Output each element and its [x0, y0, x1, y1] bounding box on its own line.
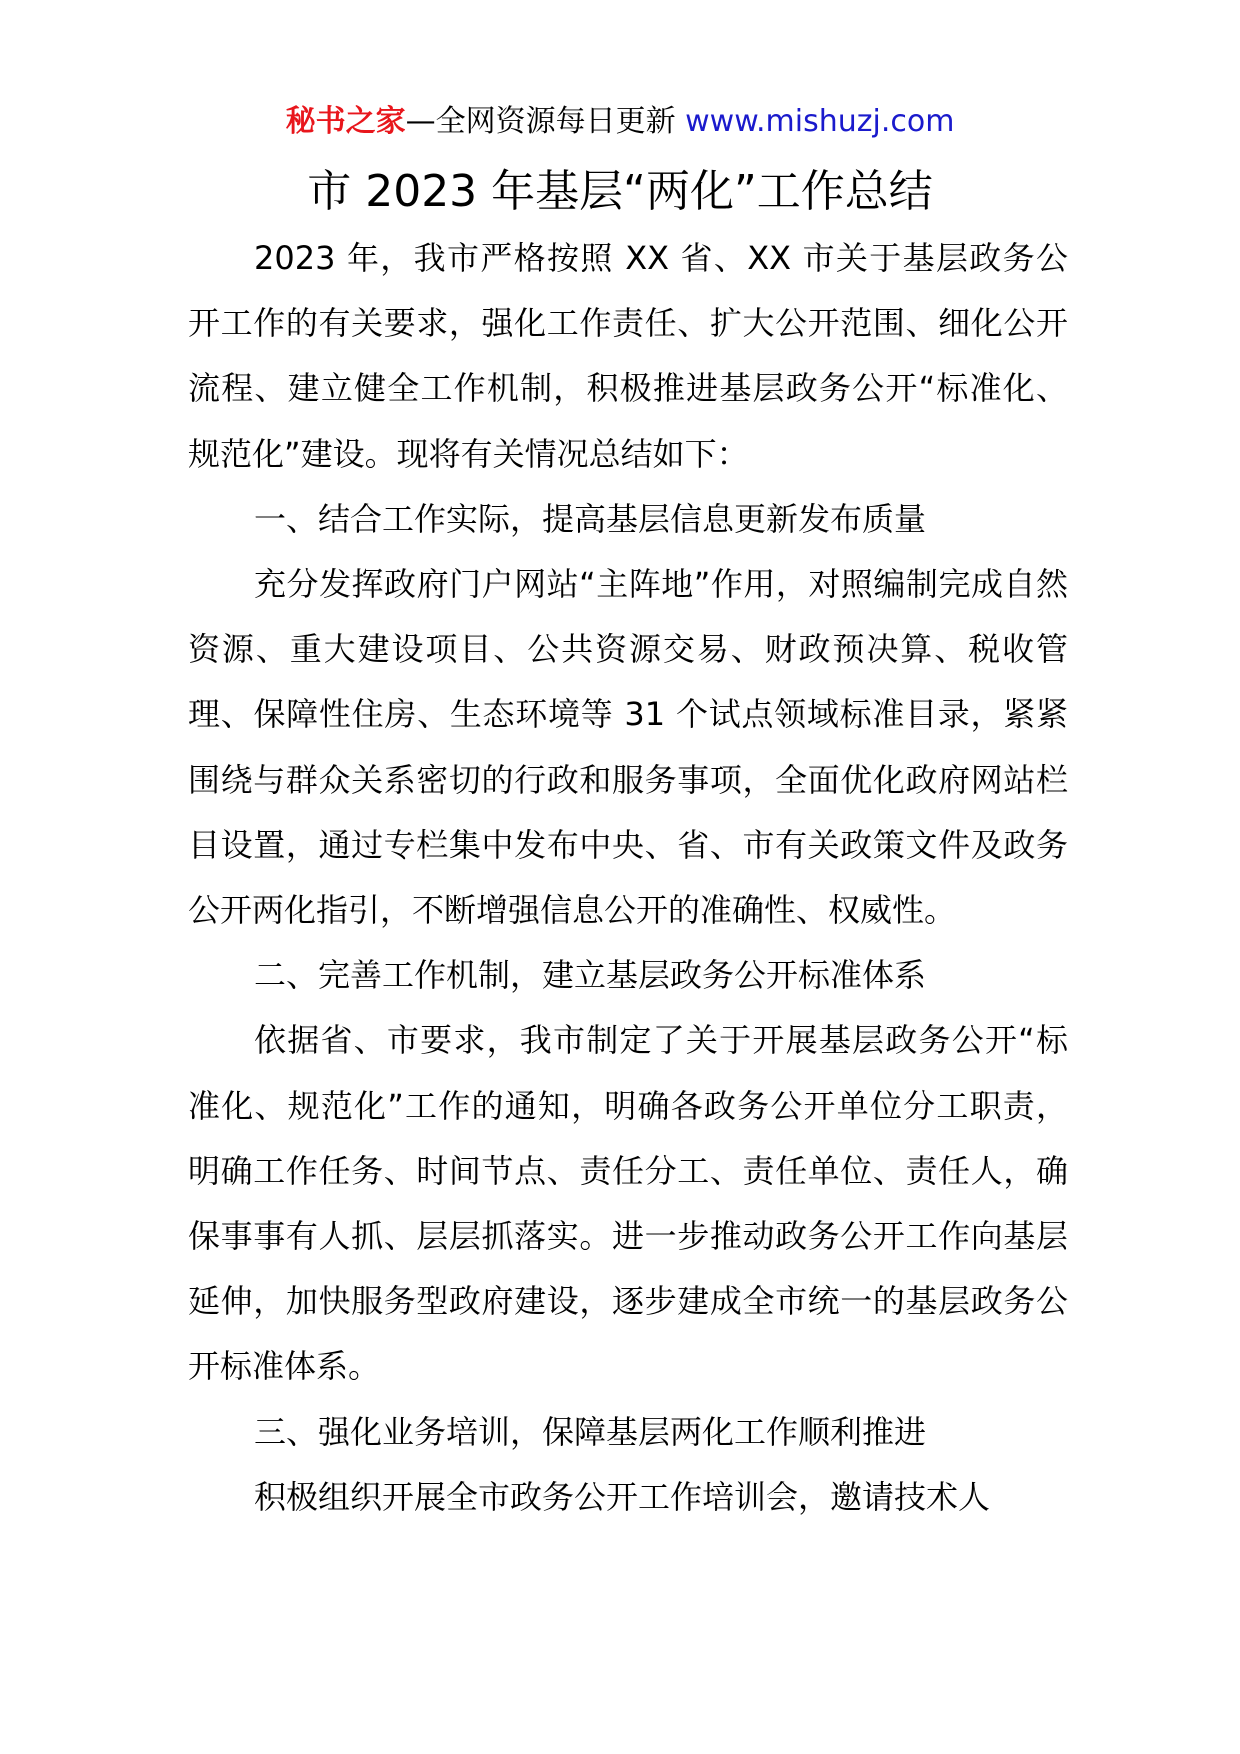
header-tagline: —全网资源每日更新: [405, 104, 676, 139]
document-title: 市 2023 年基层“两化”工作总结: [307, 166, 933, 217]
section-paragraph-2: 依据省、市要求，我市制定了关于开展基层政务公开“标准化、规范化”工作的通知，明确各政务公开单位分工职责，明确工作任务、时间节点、责任分工、责任单位、责任人，确保事事有人抓、层层抓落实。进一步推动政务公开工作向基层延伸，加快服务型政府建设，逐步建成全市统一的基层政务公开标准体系。: [188, 1021, 1068, 1386]
site-header: [0, 102, 1240, 142]
section-heading-3: 三、强化业务培训，保障基层两化工作顺利推进: [254, 1412, 927, 1451]
document-body: [188, 226, 1068, 1530]
intro-paragraph: 2023 年，我市严格按照 XX 省、XX 市关于基层政务公开工作的有关要求，强化工作责任、扩大公开范围、细化公开流程、建立健全工作机制，积极推进基层政务公开“标准化、规范化”建设。现将有关情况总结如下：: [188, 239, 1068, 473]
brand-name: 秘书之家: [285, 104, 406, 139]
section-heading-2: 二、完善工作机制，建立基层政务公开标准体系: [254, 956, 927, 995]
section-paragraph-3: 积极组织开展全市政务公开工作培训会，邀请技术人: [254, 1477, 991, 1516]
section-heading-1: 一、结合工作实际，提高基层信息更新发布质量: [254, 499, 927, 538]
section-paragraph-1: 充分发挥政府门户网站“主阵地”作用，对照编制完成自然资源、重大建设项目、公共资源交易、财政预决算、税收管理、保障性住房、生态环境等 31 个试点领域标准目录，紧紧围绕与群众关系密切的行政和服务事项，全面优化政府网站栏目设置，通过专栏集中发布中央、省、市有关政策文件及政务公开两化指引，不断增强信息公开的准确性、权威性。: [188, 565, 1068, 930]
site-url-link[interactable]: www.mishuzj.com: [685, 104, 955, 139]
